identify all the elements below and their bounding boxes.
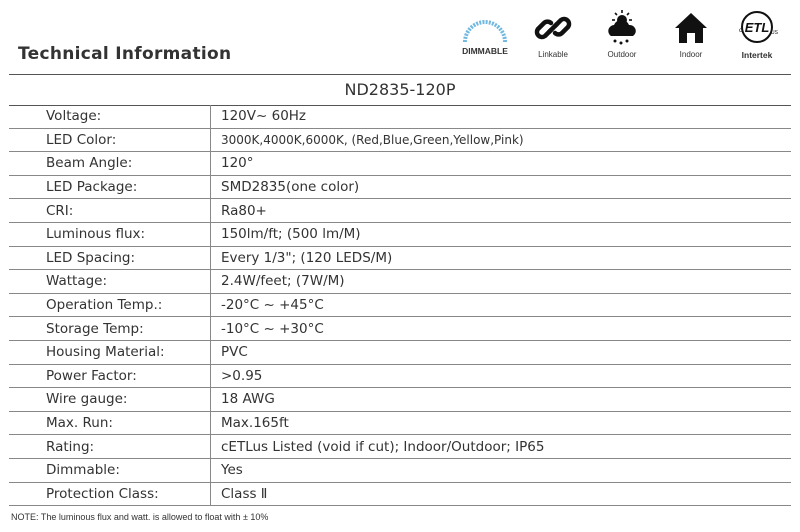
- link-icon: [533, 8, 573, 48]
- spec-value: Class Ⅱ: [211, 482, 792, 506]
- spec-row: [9, 199, 791, 223]
- spec-value: PVC: [211, 340, 792, 364]
- indoor-label: Indoor: [679, 50, 703, 59]
- spec-label: Beam Angle:: [9, 152, 211, 176]
- spec-row: [9, 411, 791, 435]
- spec-label: LED Color:: [9, 128, 211, 152]
- spec-value: Max.165ft: [211, 411, 792, 435]
- certification-badge: [722, 8, 792, 60]
- dimmable-badge: [450, 8, 520, 56]
- spec-value: 150lm/ft; (500 lm/M): [211, 222, 792, 246]
- spec-value: -10°C ~ +30°C: [211, 317, 792, 341]
- spec-row: [9, 246, 791, 270]
- dimmable-label: DIMMABLE: [462, 46, 508, 56]
- spec-value: 18 AWG: [211, 388, 792, 412]
- dimmable-icon: [457, 8, 513, 44]
- spec-value: >0.95: [211, 364, 792, 388]
- spec-label: Power Factor:: [9, 364, 211, 388]
- spec-value: Yes: [211, 458, 792, 482]
- spec-row: [9, 388, 791, 412]
- weather-icon: [602, 8, 642, 48]
- spec-value: Ra80+: [211, 199, 792, 223]
- spec-row: [9, 458, 791, 482]
- spec-label: Wattage:: [9, 270, 211, 294]
- spec-label: CRI:: [9, 199, 211, 223]
- outdoor-label: Outdoor: [607, 50, 637, 59]
- svg-text:US: US: [771, 30, 778, 36]
- intertek-label: Intertek: [741, 50, 773, 60]
- spec-label: Protection Class:: [9, 482, 211, 506]
- page-title: Technical Information: [18, 44, 232, 64]
- spec-value: 3000K,4000K,6000K, (Red,Blue,Green,Yellow,Pink): [211, 128, 792, 152]
- spec-row: [9, 364, 791, 388]
- spec-label: Storage Temp:: [9, 317, 211, 341]
- spec-label: Rating:: [9, 435, 211, 459]
- spec-label: LED Spacing:: [9, 246, 211, 270]
- spec-label: Luminous flux:: [9, 222, 211, 246]
- spec-row: [9, 340, 791, 364]
- spec-label: Operation Temp.:: [9, 293, 211, 317]
- spec-value: 120°: [211, 152, 792, 176]
- outdoor-badge: [587, 8, 657, 59]
- svg-text:ETL: ETL: [744, 20, 770, 35]
- spec-label: Dimmable:: [9, 458, 211, 482]
- spec-value: 2.4W/feet; (7W/M): [211, 270, 792, 294]
- spec-label: LED Package:: [9, 175, 211, 199]
- spec-value: 120V~ 60Hz: [211, 105, 792, 128]
- spec-label: Wire gauge:: [9, 388, 211, 412]
- indoor-badge: [656, 8, 726, 59]
- house-icon: [671, 8, 711, 48]
- feature-icons: [450, 8, 790, 66]
- spec-table: [9, 105, 791, 506]
- spec-row: [9, 152, 791, 176]
- spec-value: -20°C ~ +45°C: [211, 293, 792, 317]
- spec-row: [9, 270, 791, 294]
- linkable-badge: [518, 8, 588, 59]
- spec-value: SMD2835(one color): [211, 175, 792, 199]
- spec-row: [9, 317, 791, 341]
- spec-row: [9, 105, 791, 128]
- svg-text:c: c: [739, 28, 742, 34]
- spec-row: [9, 175, 791, 199]
- spec-row: [9, 482, 791, 506]
- spec-value: Every 1/3"; (120 LEDS/M): [211, 246, 792, 270]
- product-model: ND2835-120P: [9, 74, 791, 106]
- spec-row: [9, 128, 791, 152]
- spec-row: [9, 222, 791, 246]
- spec-row: [9, 435, 791, 459]
- footnote: NOTE: The luminous flux and watt. is allowed to float with ± 10%: [11, 512, 269, 522]
- spec-label: Housing Material:: [9, 340, 211, 364]
- spec-row: [9, 293, 791, 317]
- etl-listed-icon: [735, 8, 779, 48]
- linkable-label: Linkable: [538, 50, 568, 59]
- spec-value: cETLus Listed (void if cut); Indoor/Outdoor; IP65: [211, 435, 792, 459]
- spec-label: Max. Run:: [9, 411, 211, 435]
- spec-label: Voltage:: [9, 105, 211, 128]
